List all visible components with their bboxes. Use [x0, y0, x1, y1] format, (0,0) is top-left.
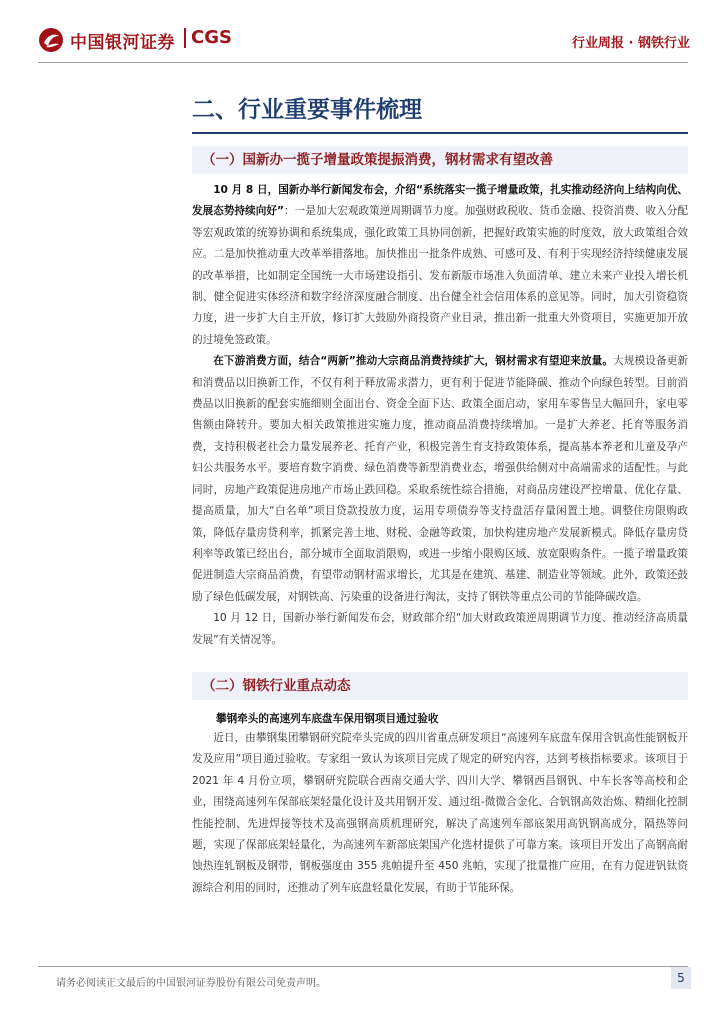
section-title: 二、行业重要事件梳理 [192, 97, 422, 123]
subsection-title-1: （一）国新办一揽子增量政策提振消费，钢材需求有望改善 [192, 146, 688, 174]
footer-divider [38, 966, 688, 967]
logo-text-en: CGS [191, 27, 232, 48]
subsection-2-body [192, 728, 688, 899]
paragraph-3: 10 月 12 日，国新办举行新闻发布会，财政部介绍“加大财政政策逆周期调节力度、推动经济高质量发展”有关情况等。 [192, 612, 688, 646]
cgs-logo-icon [38, 27, 64, 53]
logo-divider [184, 28, 186, 48]
news-item-body: 近日，由攀钢集团攀钢研究院牵头完成的四川省重点研发项目“高速列车底盘车保用含钒高性能钢板开发及应用”项目通过验收。专家组一致认为该项目完成了规定的研究内容，达到考核指标要求。该项目于 2021 年 4 月份立项，攀钢研究院联合西南交通大学、四川大学、攀钢西昌钢钒、中车长客等高校和企业，围绕高速列车保部底架轻量化设计及共用钢开发、通过组-微微合金化、合钒钢高效治炼、精细化控制性能控制、先进焊接等技术及高强钢高质机理研究，解决了高速列车部底架用高钒钢高成分，隔热等问题，实现了保部底架轻量化，为高速列车新部底架国产化选材提供了可靠方案。该项目开发出了高钢高耐蚀热连轧钢板及钢带，钢板强度由 355 兆帕提升至 450 兆帕，实现了批量推广应用，在有力促进钒钛资源综合利用的同时，还推动了列车底盘轻量化发展，有助于节能环保。 [192, 732, 688, 894]
paragraph-1-text: ：一是加大宏观政策逆周期调节力度。加强财政税收、货币金融、投资消费、收入分配等宏观政策的统筹协调和系统集成，强化政策工具协同创新，把握好政策实施的时度效，放大政策组合效应。二是加快推动重大改革举措落地。加快推出一批条件成熟、可感可及、有利于实现经济持续健康发展的改革举措，比如制定全国统一大市场建设指引、发布新版市场准入负面清单、建立未来产业投入增长机制、健全促进实体经济和数字经济深度融合制度、出台健全社会信用体系的意见等。同时，加大引资稳资力度，进一步扩大自主开放，修订扩大鼓励外商投资产业目录，推出新一批重大外资项目，实施更加开放的过境免签政策。 [192, 205, 688, 346]
paragraph-1 [192, 180, 688, 351]
paragraph-2 [192, 351, 688, 608]
subsection-title-2: （二）钢铁行业重点动态 [192, 672, 688, 700]
footer-disclaimer: 请务必阅读正文最后的中国银河证券股份有限公司免责声明。 [56, 978, 326, 989]
paragraph-1-lead: 10 月 8 日，国新办举行新闻发布会，介绍“系统落实一揽子增量政策，扎实推动经济向上结构向优、发展态势持续向好” [192, 184, 688, 218]
page-header [0, 0, 724, 72]
header-divider [38, 62, 688, 63]
paragraph-2-text: 大规模设备更新和消费品以旧换新工作，不仅有利于释放需求潜力，更有利于促进节能降碳、推动个向绿色转型。目前消费品以旧换新的配套实施细则全面出台、资金全面下达、政策全面启动，家用车零售呈大幅回升，家电零售额由降转升。要加大相关政策推进实施力度，推动商品消费持续增加。一是扩大养老、托育等服务消费，支持积极老社会力量发展养老、托育产业，积极完善生育支持政策体系，提高基本养老和儿童及孕产妇公共服务水平。要培育数字消费、绿色消费等新型消费业态，增强供给侧对中高端需求的适配性。与此同时，房地产政策促进房地产市场止跌回稳。采取系统性综合措施，对商品房建设严控增量、优化存量、提高质量，加大“白名单”项目贷款投放力度，运用专项债券等支持盘活存量闲置土地。调整住房限购政策，降低存量房贷利率，抓紧完善土地、财税、金融等政策，加快构建房地产发展新模式。降低存量房贷利率等政策已经出台，部分城市全面取消限购，或进一步缩小限购区域、放宽限购条件。一揽子增量政策促进制造大宗商品消费，有望带动钢材需求增长，尤其是在建筑、基建、制造业等领域。此外，政策还鼓励了绿色低碳发展，对钢铁高、污染重的设备进行淘汰，支持了钢铁等重点公司的节能降碳改造。 [192, 355, 689, 603]
logo-text-cn: 中国银河证券 [70, 33, 175, 53]
paragraph-2-lead: 在下游消费方面，结合“两新”推动大宗商品消费持续扩大，钢材需求有望迎来放量。 [213, 355, 614, 368]
page-number: 5 [671, 967, 691, 989]
subsection-1-body [192, 180, 688, 651]
news-item-title: 攀钢牵头的高速列车底盘车保用钢项目通过验收 [216, 713, 439, 725]
report-type-label: 行业周报 · 钢铁行业 [572, 36, 690, 51]
section-title-underline [192, 132, 688, 134]
